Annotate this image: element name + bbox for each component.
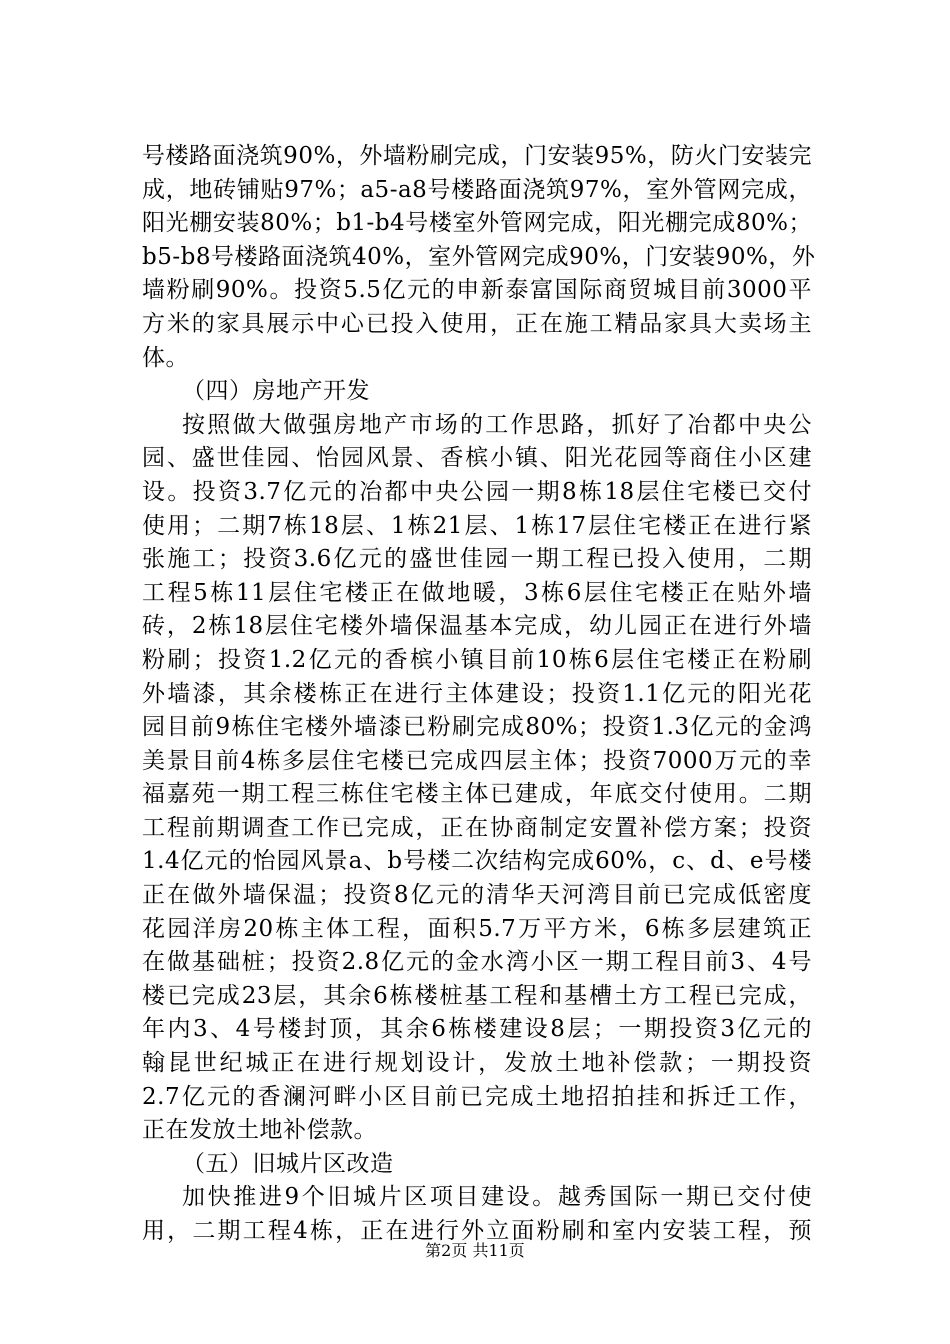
body-line: 按照做大做强房地产市场的工作思路，抓好了冶都中央公 [182, 411, 812, 438]
body-line: 正在发放土地补偿款。 [142, 1117, 377, 1144]
section-heading: （四）房地产开发 [182, 378, 370, 405]
body-line: 在做基础桩；投资2.8亿元的金水湾小区一期工程目前3、4号 [142, 949, 812, 976]
body-line: 福嘉苑一期工程三栋住宅楼主体已建成，年底交付使用。二期 [142, 781, 812, 808]
body-line: 号楼路面浇筑90%，外墙粉刷完成，门安装95%，防火门安装完 [142, 143, 812, 169]
body-line: 园、盛世佳园、怡园风景、香槟小镇、阳光花园等商住小区建 [142, 445, 812, 472]
body-line: 2.7亿元的香澜河畔小区目前已完成土地招拍挂和拆迁工作， [142, 1083, 812, 1110]
body-line: 砖，2栋18层住宅楼外墙保温基本完成，幼儿园正在进行外墙 [142, 613, 812, 640]
body-line: 设。投资3.7亿元的冶都中央公园一期8栋18层住宅楼已交付 [142, 478, 812, 505]
body-line: 美景目前4栋多层住宅楼已完成四层主体；投资7000万元的幸 [142, 747, 812, 774]
body-line: 正在做外墙保温；投资8亿元的清华天河湾目前已完成低密度 [142, 882, 812, 909]
body-line: 外墙漆，其余楼栋正在进行主体建设；投资1.1亿元的阳光花 [142, 680, 812, 707]
body-line: 墙粉刷90%。投资5.5亿元的申新泰富国际商贸城目前3000平 [142, 277, 812, 304]
body-line: 粉刷；投资1.2亿元的香槟小镇目前10栋6层住宅楼正在粉刷 [142, 646, 812, 673]
body-line: 工程前期调查工作已完成，正在协商制定安置补偿方案；投资 [142, 814, 812, 841]
body-line: 张施工；投资3.6亿元的盛世佳园一期工程已投入使用，二期 [142, 546, 812, 573]
body-line: 1.4亿元的怡园风景a、b号楼二次结构完成60%，c、d、e号楼 [142, 848, 812, 875]
body-line: 加快推进9个旧城片区项目建设。越秀国际一期已交付使 [182, 1184, 812, 1211]
body-line: 楼已完成23层，其余6栋楼桩基工程和基槽土方工程已完成， [142, 982, 812, 1009]
body-line: 体。 [142, 344, 189, 371]
section-heading: （五）旧城片区改造 [182, 1150, 394, 1177]
body-line: 年内3、4号楼封顶，其余6栋楼建设8层；一期投资3亿元的 [142, 1016, 812, 1043]
body-line: 方米的家具展示中心已投入使用，正在施工精品家具大卖场主 [142, 310, 812, 337]
body-line: 工程5栋11层住宅楼正在做地暖，3栋6层住宅楼正在贴外墙 [142, 579, 812, 606]
body-line: 使用；二期7栋18层、1栋21层、1栋17层住宅楼正在进行紧 [142, 512, 812, 539]
body-line: 成，地砖铺贴97%；a5-a8号楼路面浇筑97%，室外管网完成， [142, 176, 812, 203]
body-line: 用，二期工程4栋，正在进行外立面粉刷和室内安装工程，预 [142, 1218, 812, 1244]
document-body [142, 140, 816, 1249]
body-line: 翰昆世纪城正在进行规划设计，发放土地补偿款；一期投资 [142, 1050, 812, 1077]
body-line: 花园洋房20栋主体工程，面积5.7万平方米，6栋多层建筑正 [142, 915, 812, 942]
body-line: b5-b8号楼路面浇筑40%，室外管网完成90%，门安装90%，外 [142, 243, 816, 270]
body-line: 园目前9栋住宅楼外墙漆已粉刷完成80%；投资1.3亿元的金鸿 [142, 714, 812, 741]
body-line: 阳光棚安装80%；b1-b4号楼室外管网完成，阳光棚完成80%； [142, 210, 812, 237]
page-number-footer: 第2页 共11页 [425, 1241, 525, 1260]
